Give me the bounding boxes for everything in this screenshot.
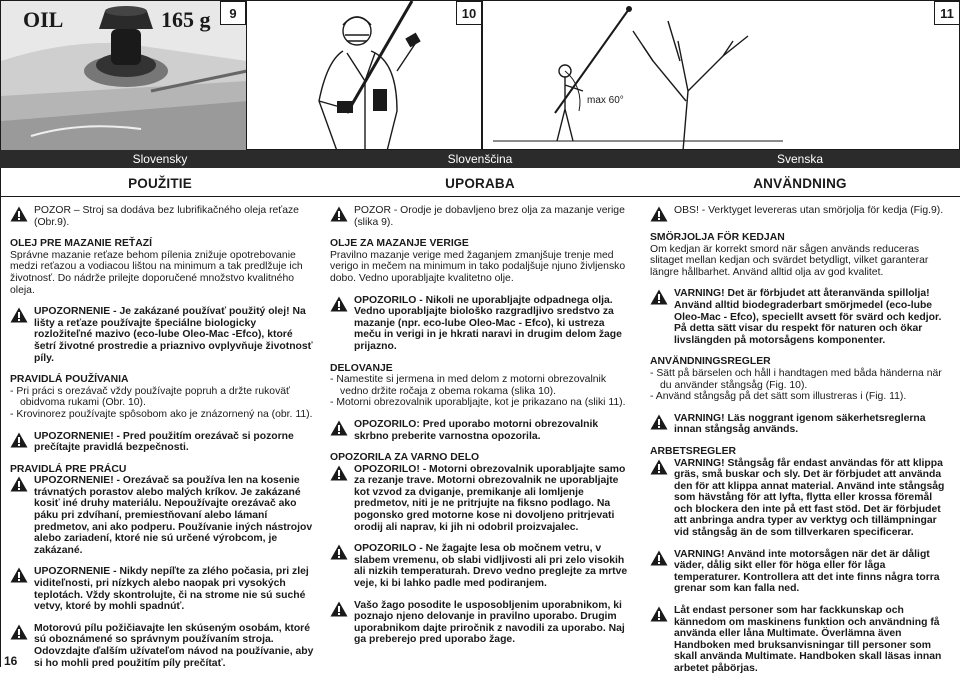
warning-text: VARNING! Använd inte motorsågen när det är dåligt väder, dålig sikt eller för höga eller för låga temperaturer. Kontrollera att det inte finns några torra grenar som kan falla ned. (674, 548, 940, 595)
tree-pruning-illustration (483, 1, 961, 151)
figure-number: 10 (456, 1, 482, 25)
warning-triangle-icon (650, 206, 668, 222)
warning-triangle-icon (650, 414, 668, 430)
warning-triangle-icon (330, 206, 348, 222)
figure-number: 11 (934, 1, 960, 25)
instruction-list (650, 368, 952, 403)
list-item: - Använd stångsåg på det sätt som illustreras i (Fig. 11). (650, 391, 907, 403)
warning-block (10, 306, 316, 364)
language-bar (0, 150, 960, 168)
warning-block (330, 419, 632, 442)
subsection-heading: OPOZORILA ZA VARNO DELO (330, 452, 480, 464)
warning-block (10, 623, 316, 669)
warning-triangle-icon (330, 601, 348, 617)
warning-triangle-icon (330, 420, 348, 436)
subsection-heading: PRAVIDLÁ POUŽÍVANIA (10, 374, 129, 386)
figure-11 (482, 0, 960, 150)
column-slovenian (330, 205, 632, 656)
warning-text: POZOR – Stroj sa dodáva bez lubrifikačného oleja reťaze (Obr.9). (34, 205, 299, 228)
oil-label: OIL (23, 7, 64, 32)
column-slovak (10, 205, 316, 679)
warning-text: Låt endast personer som har fackkunskap och kännedom om maskinens funktion och användning få använda eller låna Multimate. Överlämna även Handboken med bruksanvisningar till personer som skall använda Multimate. Handboken skall läsas innan arbetet påbörjas. (674, 605, 942, 674)
subsection-heading: OLJE ZA MAZANJE VERIGE (330, 238, 469, 250)
warning-block (10, 566, 316, 612)
warning-block (650, 605, 952, 675)
warning-triangle-icon (10, 567, 28, 583)
warning-text: UPOZORNENIE! - Pred použitím orezávač si pozorne prečítajte pravidlá bezpečnosti. (34, 430, 294, 454)
subsection-heading: SMÖRJOLJA FÖR KEDJAN (650, 232, 785, 243)
operator-harness-illustration (247, 1, 483, 151)
paragraph: Om kedjan är korrekt smord när sågen används reduceras slitaget mellan kedjan och svärdet betydligt, vilket garanterar längre hållbarhet. Använd alltid olja av god kvalitet. (650, 243, 929, 278)
warning-triangle-icon (330, 465, 348, 481)
list-item: - Pri práci s orezávač vždy používajte popruh a držte rukoväť obidvoma rukami (Obr. 10). (10, 385, 290, 409)
warning-text: Motorovú pílu požičiavajte len skúseným osobám, ktoré sú oboznámené so správnym používaním stroja. Odovzdajte ďalším užívateľom návod na používanie, aby si ho mohli pred použitím píly prečítať. (34, 622, 314, 669)
warning-text: OPOZORILO - Ne žagajte lesa ob močnem vetru, v slabem vremenu, ob slabi vidljivosti ali pri zelo visokih ali nizkih temperaturah. Drevo vedno preglejte za mrtve veje, ki bi lahko padle med podiranjem. (354, 543, 628, 590)
figure-10 (246, 0, 482, 150)
warning-text: UPOZORNENIE - Je zakázané používať použitý olej! Na lišty a reťaze používajte špeciálne biologicky rozložiteľné mazivo (eco-lube Oleo-Mac -Efco), ktoré šetrí životné prostredie a priaznivo ovplyvňuje životnosť píly. (34, 306, 313, 364)
warning-text: POZOR - Orodje je dobavljeno brez olja za mazanje verige (slika 9). (354, 205, 625, 228)
instruction-list (10, 386, 316, 421)
warning-triangle-icon (650, 606, 668, 622)
list-item: - Motorni obrezovalnik uporabljajte, kot je prikazano na (sliki 11). (330, 397, 626, 409)
page-number: 16 (4, 654, 18, 668)
warning-text: VARNING! Stångsåg får endast användas för att klippa gräs, små buskar och sly. Det är förbjudet att använda den för att klippa annat material. Använd inte stångsåg som hävstång för att lyfta, flytta eller krossa föremål och blockera den inte på ett fast stöd. Det är förbjudet att anbringa andra typer av verktyg och tillämpningar vid stångsåg än de som tillverkaren specificerar. (674, 457, 945, 539)
warning-triangle-icon (10, 476, 28, 492)
list-item: - Sätt på bärselen och håll i handtagen med båda händerna när du använder stångsåg (Fig. 10). (650, 367, 942, 391)
paragraph: Správne mazanie reťaze behom pílenia znižuje opotrebovanie medzi reťazou a vodiacou lištou na minimum a tak predlžuje ich životnosť. Do nádrže prilejte doporučené množstvo kvalitného oleja. (10, 249, 303, 296)
list-item: - Namestite si jermena in med delom z motorni obrezovalnik vedno držite ročaja z obema rokama (slika 10). (330, 374, 607, 397)
warning-block (10, 475, 316, 556)
instruction-list (330, 374, 632, 409)
heading-rule (0, 196, 960, 197)
warning-text: OPOZORILO - Nikoli ne uporabljajte odpadnega olja. Vedno uporabljajte biološko razgradljivo sredstvo za mazanje (npr. eco-lube Oleo-Mac - Efco), ki ustreza meču in verigi in je hkrati naravi in drugim delom žage prijazno. (354, 294, 622, 352)
section-heading: ANVÄNDNING (753, 176, 847, 191)
warning-block (330, 600, 632, 646)
warning-triangle-icon (10, 307, 28, 323)
warning-text: Vašo žago posodite le usposobljenim uporabnikom, ki poznajo njeno delovanje in pravilno uporabo. Drugim uporabnikom dajte priročnik z navodili za uporabo. Naj ga preberejo pred uporabo žage. (354, 599, 625, 646)
section-heading: UPORABA (445, 176, 515, 191)
warning-block (10, 431, 316, 454)
warning-triangle-icon (650, 289, 668, 305)
oil-weight-label: 165 g (161, 7, 211, 32)
warning-text: OBS! - Verktyget levereras utan smörjolja för kedja (Fig.9). (674, 205, 944, 216)
warning-triangle-icon (10, 206, 28, 222)
warning-triangle-icon (330, 544, 348, 560)
subsection-heading: OLEJ PRE MAZANIE REŤAZÍ (10, 238, 153, 250)
language-label: Svenska (776, 152, 824, 166)
warning-text: VARNING! Läs noggrant igenom säkerhetsreglerna innan stångsåg används. (674, 412, 926, 436)
paragraph: Pravilno mazanje verige med žaganjem zmanjšuje trenje med verigo in mečem na minimum in tako podaljšuje njuno življensko dobo. Vedno uporabljajte kvalitetno olje. (330, 249, 626, 284)
warning-triangle-icon (10, 432, 28, 448)
warning-block (330, 205, 632, 228)
warning-text: UPOZORNENIE! - Orezávač sa používa len na kosenie trávnatých porastov alebo malých kríkov. Je zakázané kosiť iné druhy materiálu. Nepoužívajte orezávač ako páku pri zdvíhaní, premiestňovaní alebo lámaní predmetov, ani ako podperu. Používanie iných nástrojov alebo zariadení, ktoré nie sú určené výrobcom, je zakázané. (34, 475, 313, 556)
warning-triangle-icon (10, 624, 28, 640)
warning-triangle-icon (650, 459, 668, 475)
figure-9 (0, 0, 246, 150)
warning-block (330, 464, 632, 534)
warning-text: OPOZORILO! - Motorni obrezovalnik uporabljajte samo za rezanje trave. Motorni obrezovalnik ne uporabljajte kot vzvod za dviganje, premikanje ali lomljenje predmetov, niti je ne pritrjujte na fiksno podlago. Na pogonsko gred motorne kose ni dovoljeno pritrjevati orodij ali naprav, ki jih ni odobril proizvajalec. (354, 463, 626, 533)
warning-block (10, 205, 316, 228)
warning-block (650, 458, 952, 539)
language-label: Slovensky (132, 152, 188, 166)
warning-triangle-icon (650, 550, 668, 566)
subsection-heading: ANVÄNDNINGSREGLER (650, 356, 771, 368)
angle-label: max 60° (587, 95, 624, 106)
figure-number: 9 (220, 1, 246, 25)
warning-block (330, 295, 632, 353)
warning-block (650, 205, 952, 222)
warning-block (330, 543, 632, 589)
warning-triangle-icon (330, 296, 348, 312)
section-heading: POUŽITIE (128, 176, 192, 191)
list-item: - Krovinorez používajte spôsobom ako je znázornený na (obr. 11). (10, 408, 313, 420)
column-divider (0, 168, 1, 667)
warning-text: OPOZORILO: Pred uporabo motorni obrezovalnik skrbno preberite varnostna opozorila. (354, 418, 599, 442)
warning-text: VARNING! Det är förbjudet att återanvända spillolja! Använd alltid biodegraderbart smörjmedel (eco-lube Oleo-Mac - Efco), speciellt avsett för svärd och kedjor. På detta sätt visar du respekt för naturen och ökar livslängden på motorsågens komponenter. (674, 288, 942, 346)
warning-block (650, 288, 952, 346)
subsection-heading: ARBETSREGLER (650, 445, 737, 457)
subsection-heading: PRAVIDLÁ PRE PRÁCU (10, 463, 127, 475)
subsection-heading: DELOVANJE (330, 362, 393, 374)
warning-text: UPOZORNENIE - Nikdy nepíľte za zlého počasia, pri zlej viditeľnosti, pri nízkych alebo naopak pri vysokých teplotách. Vždy skontrolujte, či na strome nie sú suché vetvy, ktoré by mohli spadnúť. (34, 566, 309, 613)
column-swedish (650, 205, 952, 685)
warning-block (650, 549, 952, 595)
warning-block (650, 413, 952, 436)
language-label: Slovenščina (447, 152, 513, 166)
